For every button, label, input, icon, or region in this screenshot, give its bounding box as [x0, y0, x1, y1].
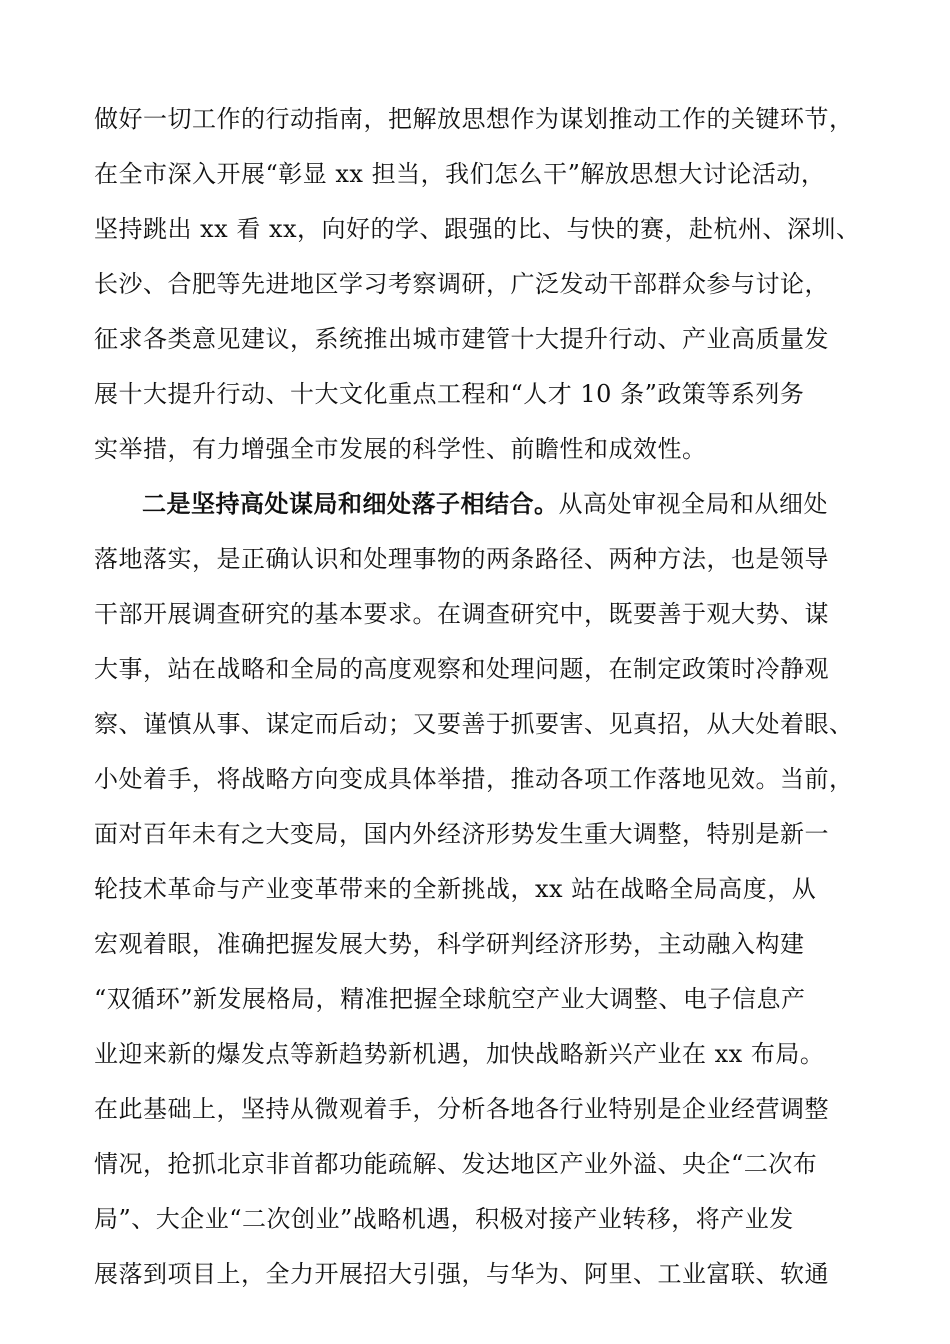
- paragraph-2-first-line: [142, 489, 828, 519]
- paragraph-1-line-6: 展十大提升行动、十大文化重点工程和“人才 10 条”政策等系列务: [94, 380, 805, 408]
- paragraph-2-line-14: 局”、大企业“二次创业”战略机遇，积极对接产业转移，将产业发: [94, 1205, 794, 1233]
- paragraph-1-line-1: 做好一切工作的行动指南，把解放思想作为谋划推动工作的关键环节，: [94, 105, 854, 133]
- paragraph-1-line-5: 征求各类意见建议，系统推出城市建管十大提升行动、产业高质量发: [94, 325, 829, 353]
- paragraph-2-line-7: 面对百年未有之大变局，国内外经济形势发生重大调整，特别是新一: [94, 820, 829, 848]
- paragraph-2-line-2: 落地落实，是正确认识和处理事物的两条路径、两种方法，也是领导: [94, 545, 829, 573]
- paragraph-2-line-11: 业迎来新的爆发点等新趋势新机遇，加快战略新兴产业在 xx 布局。: [94, 1040, 825, 1068]
- paragraph-1-line-3: 坚持跳出 xx 看 xx，向好的学、跟强的比、与快的赛，赴杭州、深圳、: [94, 215, 861, 243]
- paragraph-2-line-4: 大事，站在战略和全局的高度观察和处理问题，在制定政策时冷静观: [94, 655, 829, 683]
- paragraph-2-line-6: 小处着手，将战略方向变成具体举措，推动各项工作落地见效。当前，: [94, 765, 854, 793]
- paragraph-2-line-15: 展落到项目上，全力开展招大引强，与华为、阿里、工业富联、软通: [94, 1260, 829, 1288]
- paragraph-2-line-5: 察、谨慎从事、谋定而后动；又要善于抓要害、见真招，从大处着眼、: [94, 710, 854, 738]
- paragraph-2-line-8: 轮技术革命与产业变革带来的全新挑战，xx 站在战略全局高度，从: [94, 875, 817, 903]
- paragraph-2-heading: 二是坚持高处谋局和细处落子相结合。: [142, 489, 559, 518]
- paragraph-2-line-9: 宏观着眼，准确把握发展大势，科学研判经济形势，主动融入构建: [94, 930, 805, 958]
- paragraph-2-line-10: “双循环”新发展格局，精准把握全球航空产业大调整、电子信息产: [94, 985, 806, 1013]
- paragraph-1-line-7: 实举措，有力增强全市发展的科学性、前瞻性和成效性。: [94, 435, 707, 463]
- paragraph-2-line-3: 干部开展调查研究的基本要求。在调查研究中，既要善于观大势、谋: [94, 600, 829, 628]
- paragraph-1-line-4: 长沙、合肥等先进地区学习考察调研，广泛发动干部群众参与讨论，: [94, 270, 829, 298]
- paragraph-2-first-line-text: 从高处审视全局和从细处: [558, 490, 828, 518]
- paragraph-1-line-2: 在全市深入开展“彰显 xx 担当，我们怎么干”解放思想大讨论活动，: [94, 160, 826, 188]
- paragraph-2-line-12: 在此基础上，坚持从微观着手，分析各地各行业特别是企业经营调整: [94, 1095, 829, 1123]
- paragraph-2-line-13: 情况，抢抓北京非首都功能疏解、发达地区产业外溢、央企“二次布: [94, 1150, 818, 1178]
